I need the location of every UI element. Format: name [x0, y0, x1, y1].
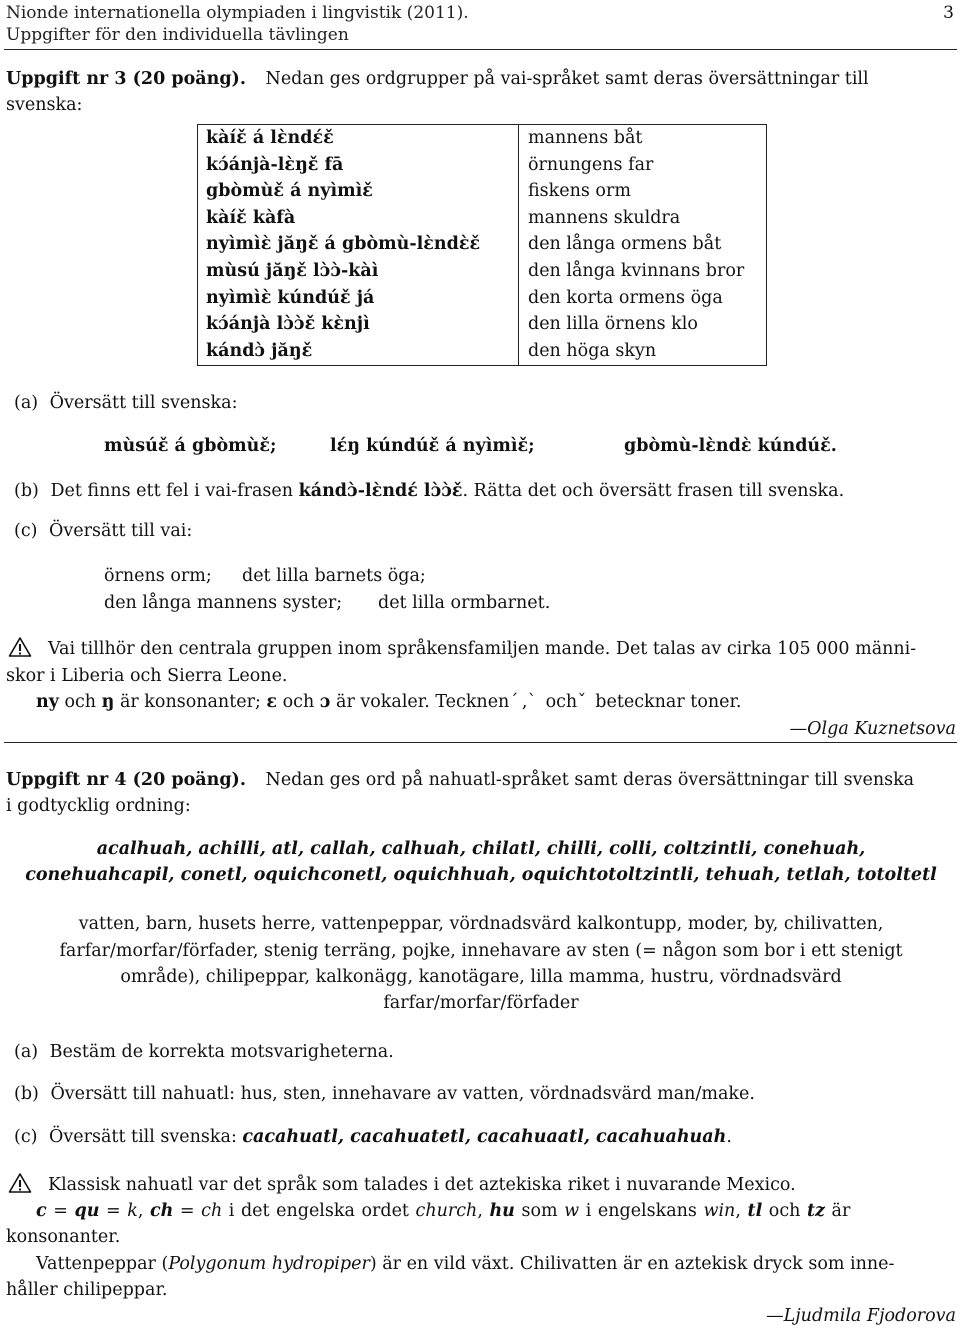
- task3-intro-text: Nedan ges ordgrupper på vai-språket samt deras översättningar till: [265, 69, 869, 89]
- task3-c-item: den långa mannens syster;: [104, 593, 343, 613]
- note-text: är konsonanter;: [114, 692, 267, 712]
- note-tl: tl: [747, 1201, 763, 1221]
- section-rule: [4, 742, 957, 743]
- table-separator: [518, 125, 519, 365]
- note-hu: hu: [489, 1201, 515, 1221]
- vai-column: [206, 125, 480, 364]
- swedish-translation: den långa kvinnans bror: [528, 260, 745, 281]
- swedish-translation: mannens skuldra: [528, 207, 681, 228]
- note-ch: ch: [149, 1201, 174, 1221]
- nahuatl-words-line1: acalhuah, achilli, atl, callah, calhuah, chilatl, chilli, colli, coltzintli, conehuah,: [96, 839, 866, 859]
- warning-icon: [8, 1172, 32, 1203]
- warning-icon: [8, 636, 32, 667]
- task3-b-phrase: kándɔ̀-lɛ̀ndɛ́ lɔ̀ɔ̀ɛ̌: [298, 481, 463, 501]
- swedish-words-line3: område), chilipeppar, kalkonägg, kanotägare, lilla mamma, hustru, vördnadsvärd: [120, 967, 842, 987]
- note-text: betecknar toner.: [589, 692, 742, 712]
- note-text: är vokaler. Tecknen: [330, 692, 515, 712]
- swedish-translation: mannens båt: [528, 128, 643, 148]
- note-text: i engelskans: [579, 1201, 704, 1221]
- task4-note-line4: håller chilipeppar.: [6, 1280, 168, 1300]
- swedish-words-line4: farfar/morfar/förfader: [383, 993, 579, 1013]
- swedish-translation: den höga skyn: [528, 340, 657, 361]
- note-text: ) är en vild växt. Chilivatten är en aztekisk dryck som inne-: [369, 1254, 895, 1274]
- task3-c-question: [14, 518, 192, 545]
- note-church: church: [415, 1201, 478, 1221]
- task3-c-label: (c): [14, 521, 38, 541]
- header-rule: [4, 49, 957, 50]
- note-tz: tz: [806, 1201, 825, 1221]
- task4-note-line3: [36, 1251, 894, 1278]
- note-ny: ny: [36, 692, 59, 712]
- note-e: ɛ: [266, 692, 278, 712]
- task4-author: —Ljudmila Fjodorova: [766, 1306, 956, 1326]
- swedish-translation: den lilla örnens klo: [528, 314, 698, 335]
- task4-note-line2: [36, 1198, 850, 1225]
- task4-c-question: [14, 1124, 732, 1151]
- vai-phrase: kàíɛ̌ kàfà: [206, 207, 296, 228]
- task4-a-question: [14, 1039, 394, 1066]
- note-o: ɔ: [319, 692, 331, 712]
- swedish-column: [528, 125, 744, 364]
- note-ng: ŋ: [101, 692, 115, 712]
- task4-intro: [6, 767, 956, 794]
- vai-phrase: nyìmìɛ̀ jăŋɛ̌ á gbòmù-lɛ̀ndɛ̀ɛ̌: [206, 234, 481, 255]
- note-latin-name: Polygonum hydropiper: [168, 1254, 370, 1274]
- nahuatl-words-line2: conehuahcapil, conetl, oquichconetl, oquichhuah, oquichtotoltzintli, tehuah, tetlah, totoltetl: [25, 865, 937, 885]
- note-text: ,: [735, 1201, 748, 1221]
- page-number: 3: [943, 3, 954, 23]
- vai-phrase: gbòmùɛ̌ á nyìmìɛ̌: [206, 181, 373, 202]
- vai-phrase: mùsú jăŋɛ̌ lɔ̀ɔ̀-kàì: [206, 260, 379, 281]
- task3-note-line2: skor i Liberia och Sierra Leone.: [6, 666, 288, 686]
- task4-note-line1: Klassisk nahuatl var det språk som talades i det aztekiska riket i nuvarande Mexico.: [48, 1175, 796, 1195]
- task3-author: —Olga Kuznetsova: [789, 719, 956, 739]
- task3-b-text-end: . Rätta det och översätt frasen till svenska.: [462, 481, 845, 501]
- note-ch-en: ch: [201, 1201, 223, 1221]
- tone-marks: ́ , ̀ och ̌: [514, 692, 590, 712]
- swedish-translation: fiskens orm: [528, 181, 631, 202]
- task3-a-item: gbòmù-lɛ̀ndɛ̀ kúndúɛ̌.: [624, 436, 837, 456]
- header-line-2: Uppgifter för den individuella tävlingen: [6, 25, 349, 45]
- task3-c-item: örnens orm;: [104, 566, 212, 586]
- task4-c-words: cacahuatl, cacahuatetl, cacahuaatl, cacahuahuah: [242, 1127, 727, 1147]
- note-text: och: [277, 692, 320, 712]
- note-text: ,: [137, 1201, 150, 1221]
- task3-title: Uppgift nr 3 (20 poäng).: [6, 69, 246, 89]
- task3-b-label: (b): [14, 481, 39, 501]
- task4-c-label: (c): [14, 1127, 38, 1147]
- task3-intro: [6, 66, 956, 93]
- note-text: ,: [477, 1201, 490, 1221]
- note-text: =: [99, 1201, 128, 1221]
- note-c: c: [36, 1201, 47, 1221]
- note-text: =: [173, 1201, 202, 1221]
- task3-c-text: Översätt till vai:: [49, 521, 193, 541]
- task4-intro-text: Nedan ges ord på nahuatl-språket samt deras översättningar till svenska: [265, 770, 915, 790]
- header-line-1: Nionde internationella olympiaden i lingvistik (2011).: [6, 3, 469, 23]
- vai-translation-table: [197, 124, 767, 366]
- vai-phrase: kɔ́ánjà lɔ̀ɔ̀ɛ̌ kɛ̀njì: [206, 314, 370, 335]
- swedish-translation: den korta ormens öga: [528, 287, 723, 308]
- task4-c-end: .: [726, 1127, 732, 1147]
- note-text: är: [824, 1201, 851, 1221]
- swedish-translation: den långa ormens båt: [528, 234, 722, 255]
- note-text: och: [762, 1201, 807, 1221]
- swedish-words-line1: vatten, barn, husets herre, vattenpeppar, vördnadsvärd kalkontupp, moder, by, chilivatten,: [78, 914, 884, 934]
- task4-intro-line2: i godtycklig ordning:: [6, 796, 191, 816]
- task3-b-question: [14, 478, 844, 505]
- task4-b-text: Översätt till nahuatl: hus, sten, innehavare av vatten, vördnadsvärd man/make.: [50, 1084, 755, 1104]
- swedish-translation: örnungens far: [528, 154, 654, 175]
- task4-c-text: Översätt till svenska:: [49, 1127, 243, 1147]
- task3-b-text: Det finns ett fel i vai-frasen: [50, 481, 294, 501]
- task4-note-line2b: konsonanter.: [6, 1227, 121, 1247]
- vai-phrase: kɔ́ánjà-lɛ̀ŋɛ̌ fā: [206, 154, 344, 175]
- vai-phrase: kándɔ̀ jăŋɛ̌: [206, 340, 313, 361]
- note-w: w: [564, 1201, 580, 1221]
- vai-phrase: nyìmìɛ̀ kúndúɛ̌ já: [206, 287, 375, 308]
- task4-b-question: [14, 1081, 755, 1108]
- swedish-words-line2: farfar/morfar/förfader, stenig terräng, pojke, innehavare av sten (= någon som bor i ett stenigt: [59, 941, 903, 961]
- task3-c-item: det lilla ormbarnet.: [378, 593, 551, 613]
- task3-c-item: det lilla barnets öga;: [242, 566, 426, 586]
- task3-a-item: lɛ́ŋ kúndúɛ̌ á nyìmìɛ̌;: [330, 436, 535, 456]
- task4-b-label: (b): [14, 1084, 39, 1104]
- note-k: k: [127, 1201, 138, 1221]
- task4-a-label: (a): [14, 1042, 39, 1062]
- note-text: och: [58, 692, 102, 712]
- note-text: =: [46, 1201, 75, 1221]
- task3-a-item: mùsúɛ̌ á gbòmùɛ̌;: [104, 436, 277, 456]
- note-win: win: [703, 1201, 736, 1221]
- task3-note-line3: [36, 689, 741, 716]
- task4-title: Uppgift nr 4 (20 poäng).: [6, 770, 246, 790]
- note-text: Vattenpeppar (: [36, 1254, 169, 1274]
- task3-a-label: (a): [14, 393, 39, 413]
- vai-phrase: kàíɛ̌ á lɛ̀ndɛ́ɛ̌: [206, 128, 334, 148]
- task3-a-text: Översätt till svenska:: [49, 393, 238, 413]
- task3-intro-line2: svenska:: [6, 95, 83, 115]
- task3-note-line1: Vai tillhör den centrala gruppen inom språkensfamiljen mande. Det talas av cirka 105 000 männi-: [48, 639, 917, 659]
- task3-a-question: [14, 390, 237, 417]
- note-text: som: [514, 1201, 565, 1221]
- task4-a-text: Bestäm de korrekta motsvarigheterna.: [49, 1042, 394, 1062]
- note-text: i det engelska ordet: [222, 1201, 416, 1221]
- note-qu: qu: [74, 1201, 100, 1221]
